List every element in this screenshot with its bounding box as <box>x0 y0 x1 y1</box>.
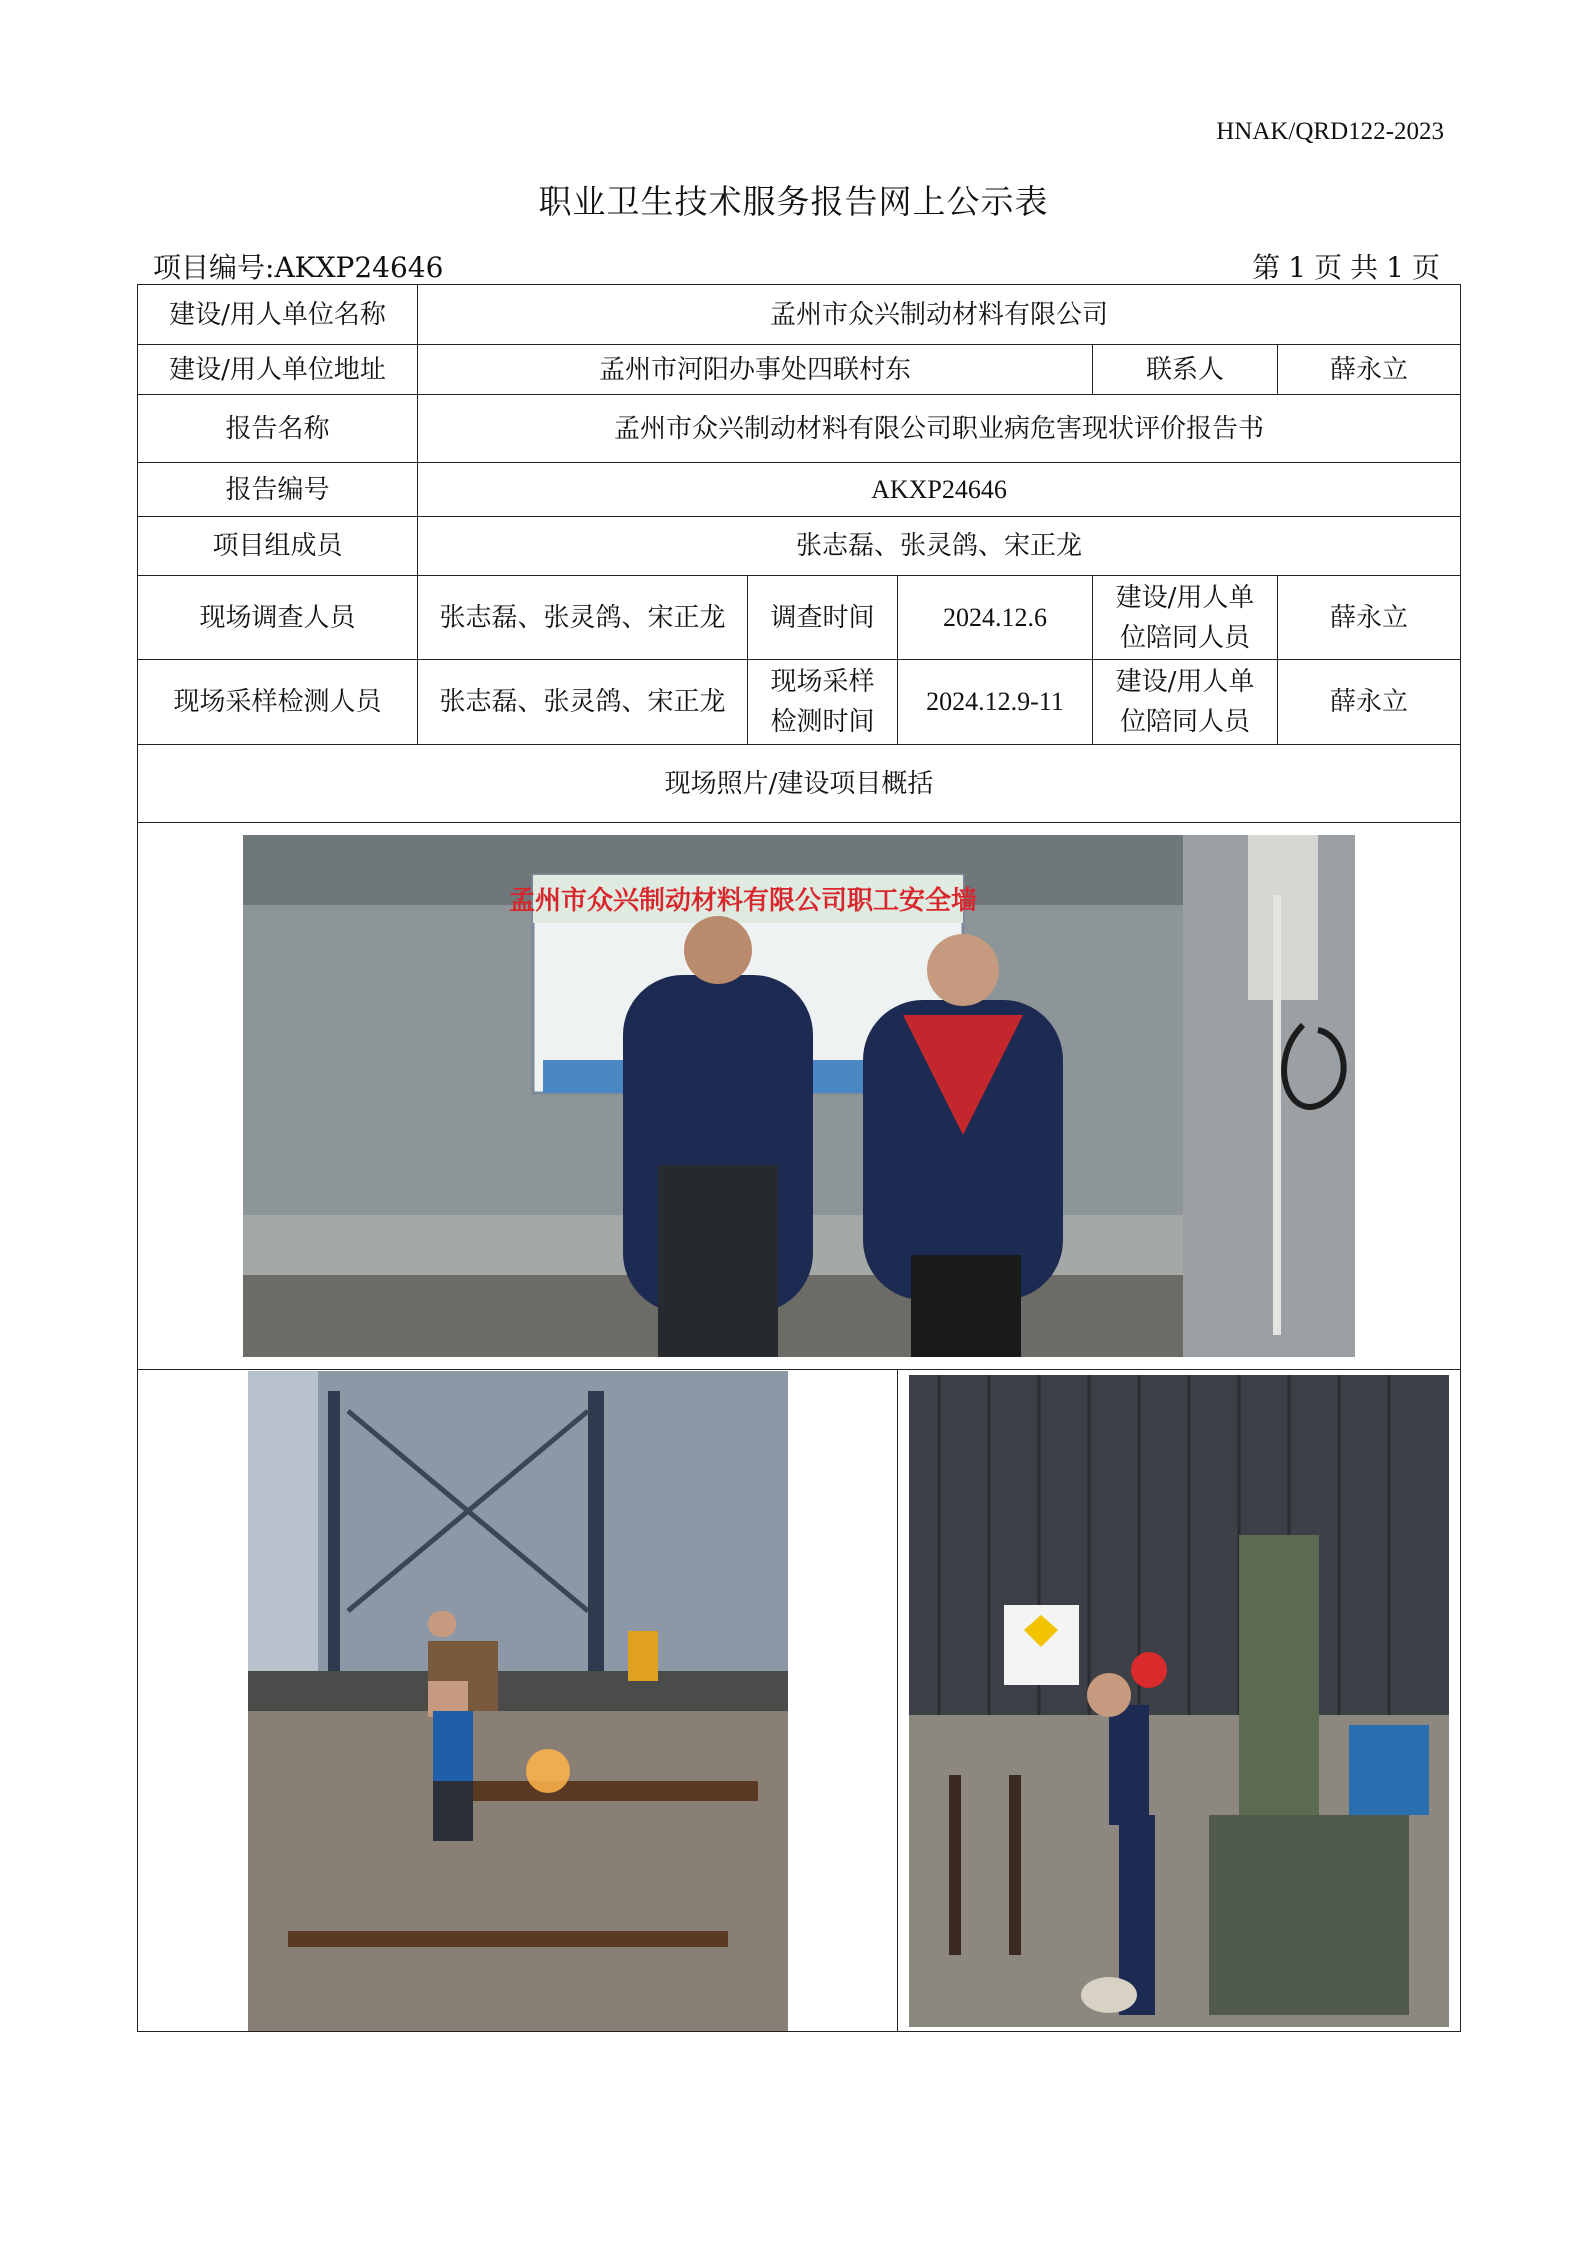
accompany-label-line1: 建设/用人单 <box>1115 667 1255 697</box>
sampling-time-label <box>748 660 898 745</box>
site-photo-safety-wall-image <box>243 835 1355 1357</box>
accompany-label-line2: 位陪同人员 <box>1119 622 1250 653</box>
table-row <box>138 517 1461 576</box>
total-prefix: 共 <box>1350 251 1379 284</box>
members-label: 项目组成员 <box>138 517 418 576</box>
project-number-value: AKXP24646 <box>274 251 444 284</box>
contact-label: 联系人 <box>1093 345 1278 395</box>
unit-address-value: 孟州市河阳办事处四联村东 <box>418 345 1093 395</box>
table-row <box>138 463 1461 517</box>
page-prefix: 第 <box>1252 251 1281 284</box>
survey-accompany-value: 薛永立 <box>1278 576 1461 660</box>
sampling-time-label-line2: 检测时间 <box>770 707 875 737</box>
accompany-label-line2: 位陪同人员 <box>1119 707 1250 737</box>
sampling-time-label-line1: 现场采样 <box>770 667 875 697</box>
page-title: 职业卫生技术服务报告网上公示表 <box>538 182 1049 221</box>
sampling-staff-label: 现场采样检测人员 <box>138 660 418 745</box>
report-number-label: 报告编号 <box>138 463 418 517</box>
survey-staff-label: 现场调查人员 <box>138 576 418 660</box>
members-value: 张志磊、张灵鸽、宋正龙 <box>418 517 1461 576</box>
table-row <box>138 345 1461 395</box>
photo-cell-right <box>898 1370 1461 2032</box>
sampling-staff-value: 张志磊、张灵鸽、宋正龙 <box>418 660 748 745</box>
site-photo-welding-image <box>248 1371 788 2031</box>
table-row <box>138 660 1461 745</box>
sampling-accompany-value: 薛永立 <box>1278 660 1461 745</box>
site-photo-drilling-image <box>909 1375 1449 2027</box>
sampling-time-value: 2024.12.9-11 <box>898 660 1093 745</box>
site-photo-drilling <box>909 1375 1449 2027</box>
survey-accompany-label <box>1093 576 1278 660</box>
table-row <box>138 823 1461 1370</box>
document-code: HNAK/QRD122-2023 <box>1216 118 1444 145</box>
photos-heading: 现场照片/建设项目概括 <box>138 745 1461 823</box>
sampling-accompany-label <box>1093 660 1278 745</box>
table-row <box>138 1370 1461 2032</box>
report-name-value: 孟州市众兴制动材料有限公司职业病危害现状评价报告书 <box>418 395 1461 463</box>
page-number: 1 <box>1288 251 1307 284</box>
unit-name-value: 孟州市众兴制动材料有限公司 <box>418 285 1461 345</box>
photo-cell-left <box>138 1370 898 2032</box>
photo-cell-main <box>138 823 1461 1370</box>
unit-name-label: 建设/用人单位名称 <box>138 285 418 345</box>
table-row <box>138 745 1461 823</box>
publication-form-table <box>137 284 1461 2032</box>
total-word: 页 <box>1411 251 1440 284</box>
total-number: 1 <box>1386 251 1404 284</box>
banner-text: 孟州市众兴制动材料有限公司职工安全墙 <box>508 886 978 916</box>
site-photo-safety-wall <box>243 835 1355 1357</box>
report-name-label: 报告名称 <box>138 395 418 463</box>
project-number-label: 项目编号: <box>153 251 275 284</box>
unit-address-label: 建设/用人单位地址 <box>138 345 418 395</box>
site-photo-welding <box>248 1371 788 2031</box>
page-indicator <box>1248 246 1444 286</box>
table-row <box>138 576 1461 660</box>
table-row <box>138 285 1461 345</box>
contact-value: 薛永立 <box>1278 345 1461 395</box>
project-number <box>153 246 443 286</box>
survey-time-label: 调查时间 <box>748 576 898 660</box>
report-number-value: AKXP24646 <box>418 463 1461 517</box>
survey-staff-value: 张志磊、张灵鸽、宋正龙 <box>418 576 748 660</box>
accompany-label-line1: 建设/用人单 <box>1115 582 1255 613</box>
survey-time-value: 2024.12.6 <box>898 576 1093 660</box>
page-word: 页 <box>1314 251 1343 284</box>
table-row <box>138 395 1461 463</box>
